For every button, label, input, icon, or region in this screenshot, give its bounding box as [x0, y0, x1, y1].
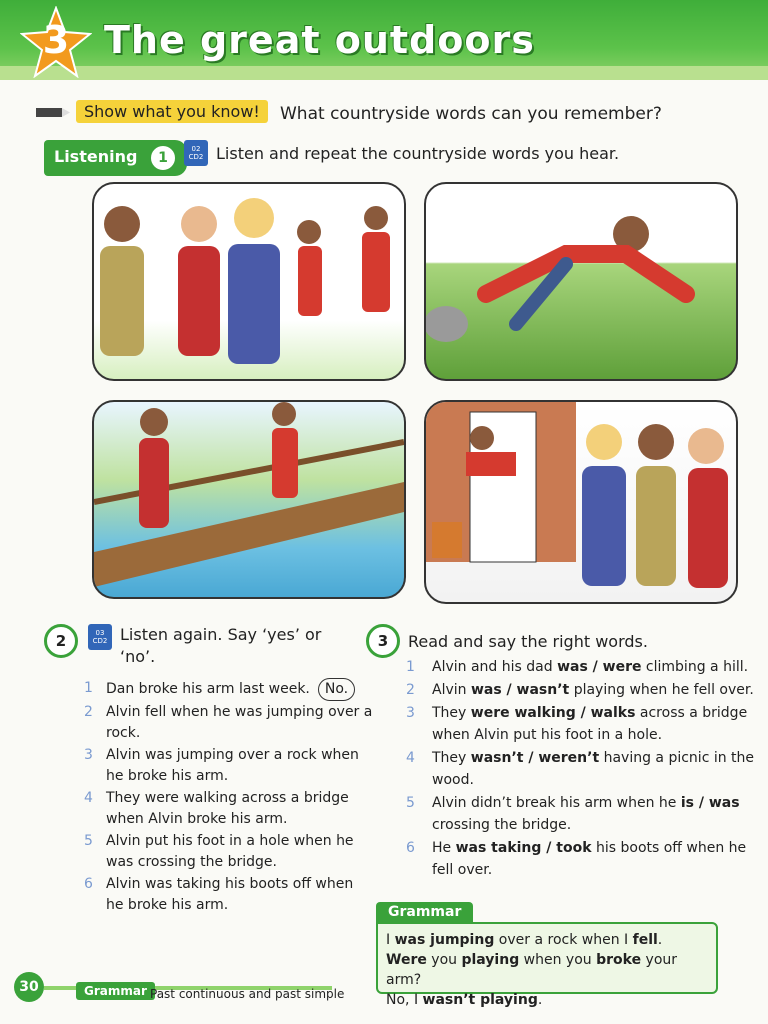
cd-track-icon	[88, 624, 112, 650]
grammar-line-2	[386, 950, 708, 990]
bridge-crossing-image	[94, 402, 404, 597]
item-text-before: Alvin and his dad	[432, 659, 558, 675]
listening-instruction: Listen and repeat the countryside words you hear.	[216, 143, 620, 163]
exercise-2-list	[84, 678, 374, 917]
friends-meeting-image	[94, 184, 404, 379]
item-text-after: playing when he fell over.	[569, 682, 754, 698]
page-number: 30	[14, 972, 44, 1002]
item-text	[432, 702, 756, 746]
grammar-text: over a rock when I	[494, 932, 633, 948]
listening-instruction-row	[184, 140, 619, 166]
exercise-3-list	[406, 656, 756, 882]
item-number: 5	[84, 833, 93, 849]
item-number: 4	[84, 790, 93, 806]
grammar-bold: fell	[632, 932, 658, 948]
item-text	[432, 656, 748, 678]
cd-track-number: 03	[95, 629, 105, 637]
item-text	[106, 678, 355, 701]
item-text: Alvin fell when he was jumping over a rock.	[106, 704, 373, 741]
item-text-before: They	[432, 750, 471, 766]
grammar-box	[376, 922, 718, 1008]
pencil-icon	[36, 104, 70, 120]
footer-grammar-tab: Grammar	[76, 982, 155, 1000]
boy-falling-image	[426, 184, 736, 379]
list-item	[84, 831, 374, 873]
item-options: was taking / took	[455, 840, 592, 856]
illustration-friends-meeting	[92, 182, 406, 381]
list-item	[406, 837, 756, 881]
grammar-text: .	[657, 932, 663, 948]
item-text-after: crossing the bridge.	[432, 817, 572, 833]
item-text: Alvin was taking his boots off when he broke his arm.	[106, 876, 354, 913]
example-answer-bubble: No.	[318, 678, 355, 701]
exercise-2-header	[44, 624, 330, 668]
grammar-line-1	[386, 930, 708, 950]
list-item	[84, 745, 374, 787]
grammar-bold: Were	[386, 952, 427, 968]
list-item	[406, 702, 756, 746]
item-text	[432, 792, 756, 836]
grammar-line-3	[386, 990, 708, 1010]
grammar-bold: broke	[596, 952, 642, 968]
exercise-3-header	[366, 624, 648, 658]
grammar-bold: playing	[461, 952, 520, 968]
item-text: Alvin was jumping over a rock when he broke his arm.	[106, 747, 359, 784]
item-text: Alvin put his foot in a hole when he was crossing the bridge.	[106, 833, 354, 870]
item-text-after: climbing a hill.	[641, 659, 749, 675]
listening-badge	[44, 140, 187, 176]
item-number: 1	[406, 659, 415, 675]
grammar-text: your arm?	[386, 952, 678, 988]
cd-track-number: 02	[191, 145, 201, 153]
exercise-2-instruction: Listen again. Say ‘yes’ or ‘no’.	[120, 625, 322, 666]
item-text	[432, 747, 756, 791]
item-number: 4	[406, 750, 415, 766]
grammar-bold: was jumping	[394, 932, 495, 948]
list-item	[406, 656, 756, 678]
item-number: 3	[84, 747, 93, 763]
item-number: 2	[84, 704, 93, 720]
grammar-tab: Grammar	[376, 902, 473, 922]
item-text-before: Alvin didn’t break his arm when he	[432, 795, 681, 811]
list-item	[406, 792, 756, 836]
item-text-before: Alvin	[432, 682, 471, 698]
boy-door-image	[426, 402, 736, 602]
item-options: were walking / walks	[470, 705, 636, 721]
exercise-3-instruction: Read and say the right words.	[408, 631, 648, 651]
item-options: is / was	[680, 795, 740, 811]
footer-topic: Past continuous and past simple	[150, 987, 345, 1001]
grammar-text: when you	[519, 952, 597, 968]
grammar-text: No, I	[386, 992, 423, 1008]
show-what-you-know-badge: Show what you know!	[76, 100, 268, 123]
item-sentence: Dan broke his arm last week.	[106, 681, 310, 697]
cd-label: CD2	[188, 153, 204, 161]
item-text	[432, 679, 754, 701]
cd-label: CD2	[92, 637, 108, 645]
item-text	[432, 837, 756, 881]
item-options: was / wasn’t	[470, 682, 570, 698]
list-item	[84, 678, 374, 701]
item-text-after: his boots off when he fell over.	[432, 840, 747, 878]
list-item	[84, 874, 374, 916]
list-item	[406, 747, 756, 791]
cd-track-icon	[184, 140, 208, 166]
grammar-text: I	[386, 932, 395, 948]
illustration-bridge-crossing	[92, 400, 406, 599]
item-number: 6	[406, 840, 415, 856]
show-what-you-know	[36, 100, 268, 123]
grammar-text: .	[537, 992, 543, 1008]
show-what-you-know-question: What countryside words can you remember?	[280, 104, 662, 124]
exercise-3-number: 3	[366, 624, 400, 658]
exercise-2-number: 2	[44, 624, 78, 658]
illustration-boy-falling	[424, 182, 738, 381]
grammar-bold: wasn’t playing	[422, 992, 538, 1008]
list-item	[84, 702, 374, 744]
item-number: 2	[406, 682, 415, 698]
page-title: The great outdoors	[104, 18, 535, 62]
list-item	[406, 679, 756, 701]
exercise-1-number: 1	[149, 144, 177, 172]
unit-number: 3	[42, 18, 70, 62]
item-number: 3	[406, 705, 415, 721]
item-options: wasn’t / weren’t	[470, 750, 600, 766]
item-number: 6	[84, 876, 93, 892]
item-number: 1	[84, 680, 93, 696]
grammar-text: you	[426, 952, 462, 968]
item-options: was / were	[557, 659, 642, 675]
item-text-after: having a picnic in the wood.	[432, 750, 755, 788]
item-text-before: They	[432, 705, 471, 721]
item-text: They were walking across a bridge when Alvin broke his arm.	[106, 790, 349, 827]
item-text-after: across a bridge when Alvin put his foot in a hole.	[432, 705, 748, 743]
list-item	[84, 788, 374, 830]
listening-label: Listening	[54, 147, 138, 166]
banner-stripe	[0, 66, 768, 80]
item-text-before: He	[432, 840, 456, 856]
item-number: 5	[406, 795, 415, 811]
illustration-boy-entering-door	[424, 400, 738, 604]
